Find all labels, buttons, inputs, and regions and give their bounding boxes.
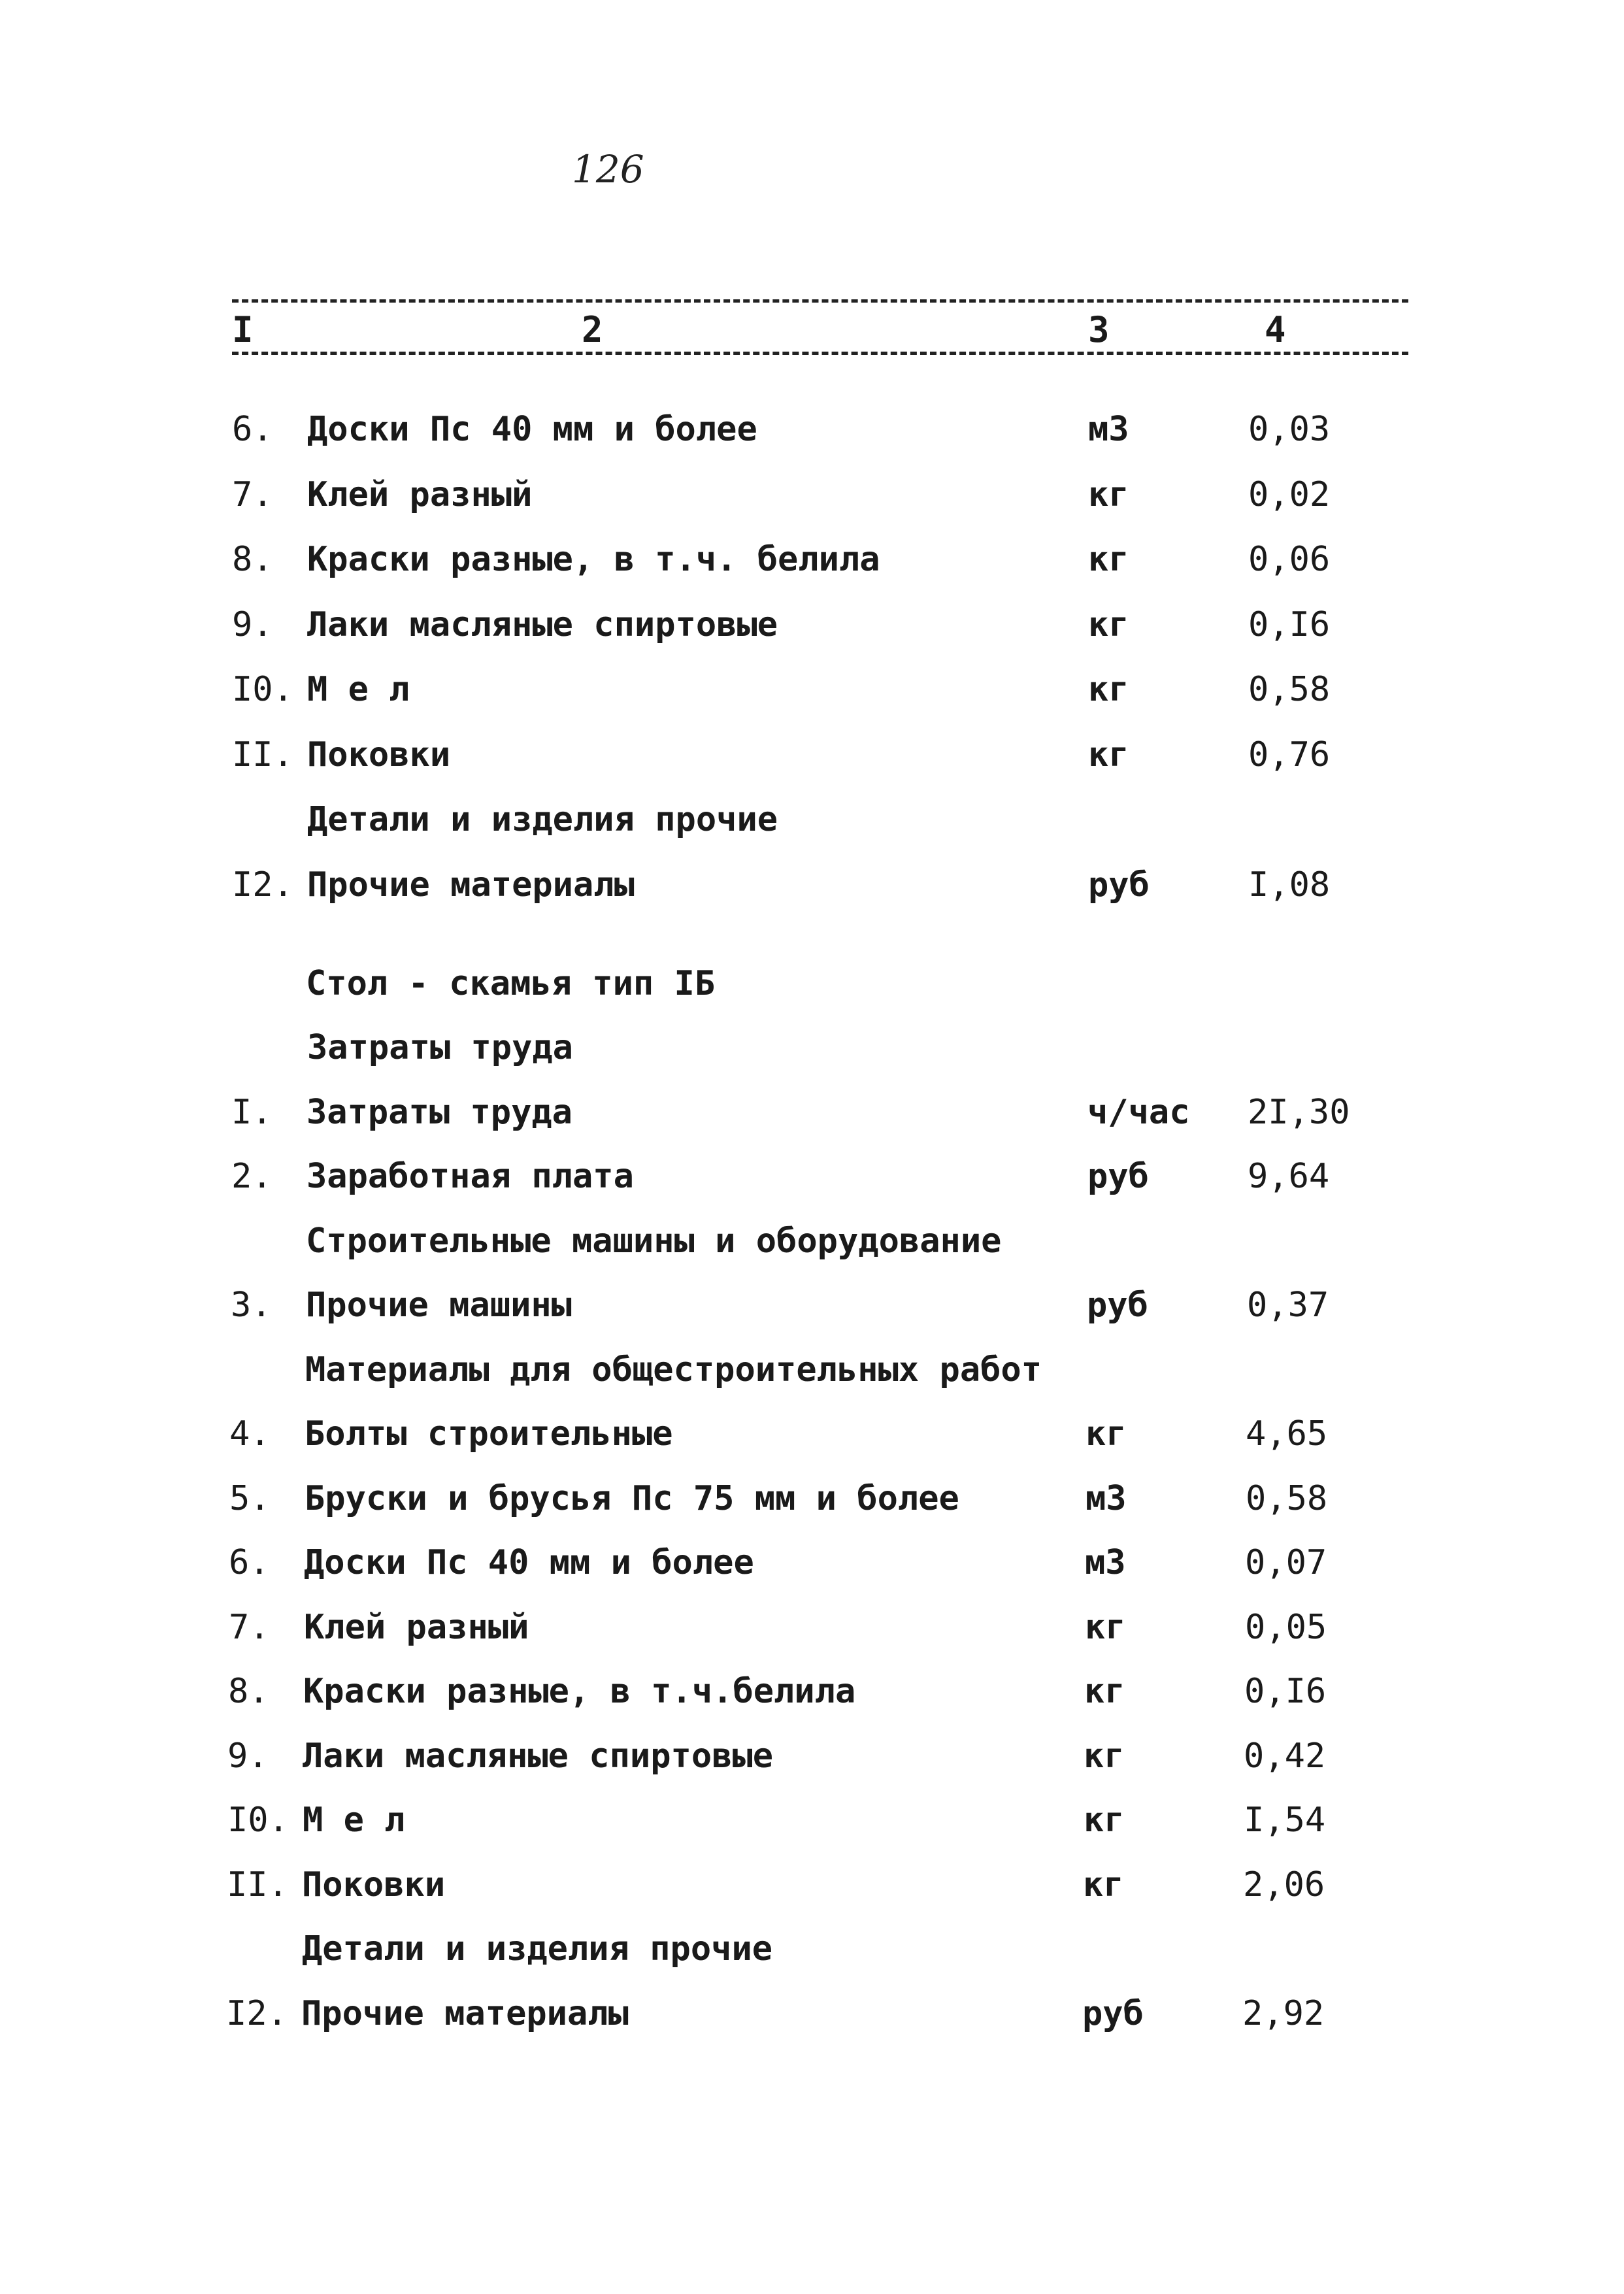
row-number: I2. — [232, 865, 293, 905]
row-unit: м3 — [1085, 1478, 1127, 1518]
row-unit: кг — [1084, 1736, 1125, 1776]
row-value: 0,58 — [1248, 670, 1331, 709]
table-row — [229, 1604, 1353, 1650]
row-value: I,54 — [1244, 1801, 1326, 1840]
row-number: 3. — [231, 1286, 272, 1325]
row-name: Краски разные, в т.ч.белила — [303, 1672, 856, 1711]
row-name: Болты строительные — [305, 1414, 673, 1454]
table-row — [229, 1476, 1353, 1521]
row-number: 9. — [227, 1736, 269, 1776]
row-name: Прочие материалы — [301, 1993, 629, 2033]
section-heading: Материалы для общестроительных работ — [305, 1350, 1042, 1389]
table-row — [232, 667, 1356, 712]
table-row — [231, 1282, 1355, 1328]
row-value: 0,37 — [1247, 1286, 1329, 1325]
row-value: 0,58 — [1246, 1478, 1328, 1518]
table-row — [232, 862, 1356, 908]
row-unit: кг — [1088, 605, 1129, 644]
row-number: II. — [227, 1865, 288, 1904]
table-row — [227, 1733, 1351, 1779]
row-name: Лаки масляные спиртовые — [303, 1736, 774, 1776]
row-name: Прочие материалы — [307, 865, 635, 905]
row-value: 0,03 — [1248, 410, 1331, 449]
row-number: I. — [231, 1092, 273, 1132]
row-number: 8. — [228, 1672, 269, 1711]
row-name: Доски Пс 40 мм и более — [307, 410, 757, 449]
row-unit: ч/час — [1087, 1092, 1190, 1132]
row-name: Лаки масляные спиртовые — [307, 605, 778, 644]
row-number: I0. — [227, 1801, 289, 1840]
row-name: Затраты труда — [307, 1092, 572, 1132]
row-value: 2,06 — [1243, 1865, 1325, 1904]
table-row — [227, 1862, 1351, 1908]
section-heading: Детали и изделия прочие — [302, 1929, 773, 1969]
table-row — [232, 732, 1356, 778]
row-unit: кг — [1084, 1672, 1125, 1711]
row-name: Клей разный — [304, 1607, 529, 1647]
row-name: М е л — [303, 1801, 405, 1840]
row-unit: кг — [1085, 1414, 1127, 1454]
table-row — [232, 472, 1356, 518]
table-row — [228, 1669, 1352, 1714]
row-value: 0,42 — [1244, 1736, 1326, 1776]
row-value: 9,64 — [1248, 1157, 1330, 1196]
row-unit: кг — [1085, 1607, 1126, 1647]
table-row — [226, 1991, 1350, 2036]
row-value: 0,06 — [1248, 540, 1331, 579]
row-unit: руб — [1087, 1157, 1149, 1196]
row-unit: кг — [1083, 1865, 1124, 1904]
row-value: 2,92 — [1242, 1993, 1325, 2033]
row-unit: м3 — [1088, 410, 1129, 449]
table-row — [232, 407, 1356, 452]
row-number: 2. — [231, 1157, 273, 1196]
block-2-title: Стол - скамья тип IБ — [306, 964, 716, 1003]
row-value: 0,05 — [1245, 1607, 1327, 1647]
row-value: 2I,30 — [1248, 1092, 1350, 1132]
header-col-2: 2 — [582, 309, 603, 350]
row-value: 0,I6 — [1248, 605, 1331, 644]
row-number: 8. — [232, 540, 273, 579]
row-unit: кг — [1088, 670, 1129, 709]
row-name: М е л — [307, 670, 410, 709]
row-number: 4. — [229, 1414, 271, 1454]
row-number: 7. — [229, 1607, 270, 1647]
row-name: Доски Пс 40 мм и более — [304, 1543, 754, 1582]
row-number: I0. — [232, 670, 293, 709]
row-unit: руб — [1082, 1993, 1144, 2033]
row-number: 5. — [229, 1478, 271, 1518]
row-name: Бруски и брусья Пс 75 мм и более — [305, 1478, 959, 1518]
row-unit: кг — [1088, 735, 1129, 774]
row-name: Краски разные, в т.ч. белила — [307, 540, 880, 579]
row-name: Поковки — [307, 735, 451, 774]
row-unit: кг — [1088, 540, 1129, 579]
header-col-4: 4 — [1265, 309, 1286, 350]
row-name: Клей разный — [307, 474, 533, 514]
row-unit: кг — [1088, 474, 1129, 514]
row-value: 0,07 — [1245, 1543, 1327, 1582]
row-value: 4,65 — [1246, 1414, 1328, 1454]
row-name: Прочие машины — [306, 1286, 572, 1325]
page-number: 126 — [572, 147, 644, 191]
table-row — [229, 1540, 1353, 1586]
section-heading: Затраты труда — [307, 1028, 573, 1067]
row-name: Заработная плата — [307, 1157, 634, 1196]
row-name: Поковки — [302, 1865, 446, 1904]
table-row — [231, 1154, 1355, 1199]
row-value: I,08 — [1248, 865, 1331, 905]
table-row — [229, 1411, 1353, 1457]
row-unit: руб — [1088, 865, 1150, 905]
header-col-3: 3 — [1088, 309, 1110, 350]
row-value: 0,02 — [1248, 474, 1331, 514]
row-number: 7. — [232, 474, 273, 514]
section-heading: Детали и изделия прочие — [307, 800, 778, 839]
row-unit: кг — [1084, 1801, 1125, 1840]
row-number: 6. — [232, 410, 273, 449]
header-col-1: I — [232, 309, 254, 350]
table-row — [232, 602, 1356, 648]
row-number: 6. — [229, 1543, 270, 1582]
table-row — [232, 537, 1356, 582]
row-value: 0,76 — [1248, 735, 1331, 774]
section-heading: Строительные машины и оборудование — [306, 1221, 1002, 1261]
row-number: I2. — [226, 1993, 288, 2033]
row-number: 9. — [232, 605, 273, 644]
row-unit: м3 — [1085, 1543, 1126, 1582]
row-number: II. — [232, 735, 293, 774]
table-row — [231, 1089, 1355, 1135]
header-rule-bottom — [232, 352, 1408, 355]
row-value: 0,I6 — [1244, 1672, 1327, 1711]
table-row — [227, 1797, 1351, 1843]
row-unit: руб — [1087, 1286, 1148, 1325]
header-rule-top — [232, 299, 1408, 303]
